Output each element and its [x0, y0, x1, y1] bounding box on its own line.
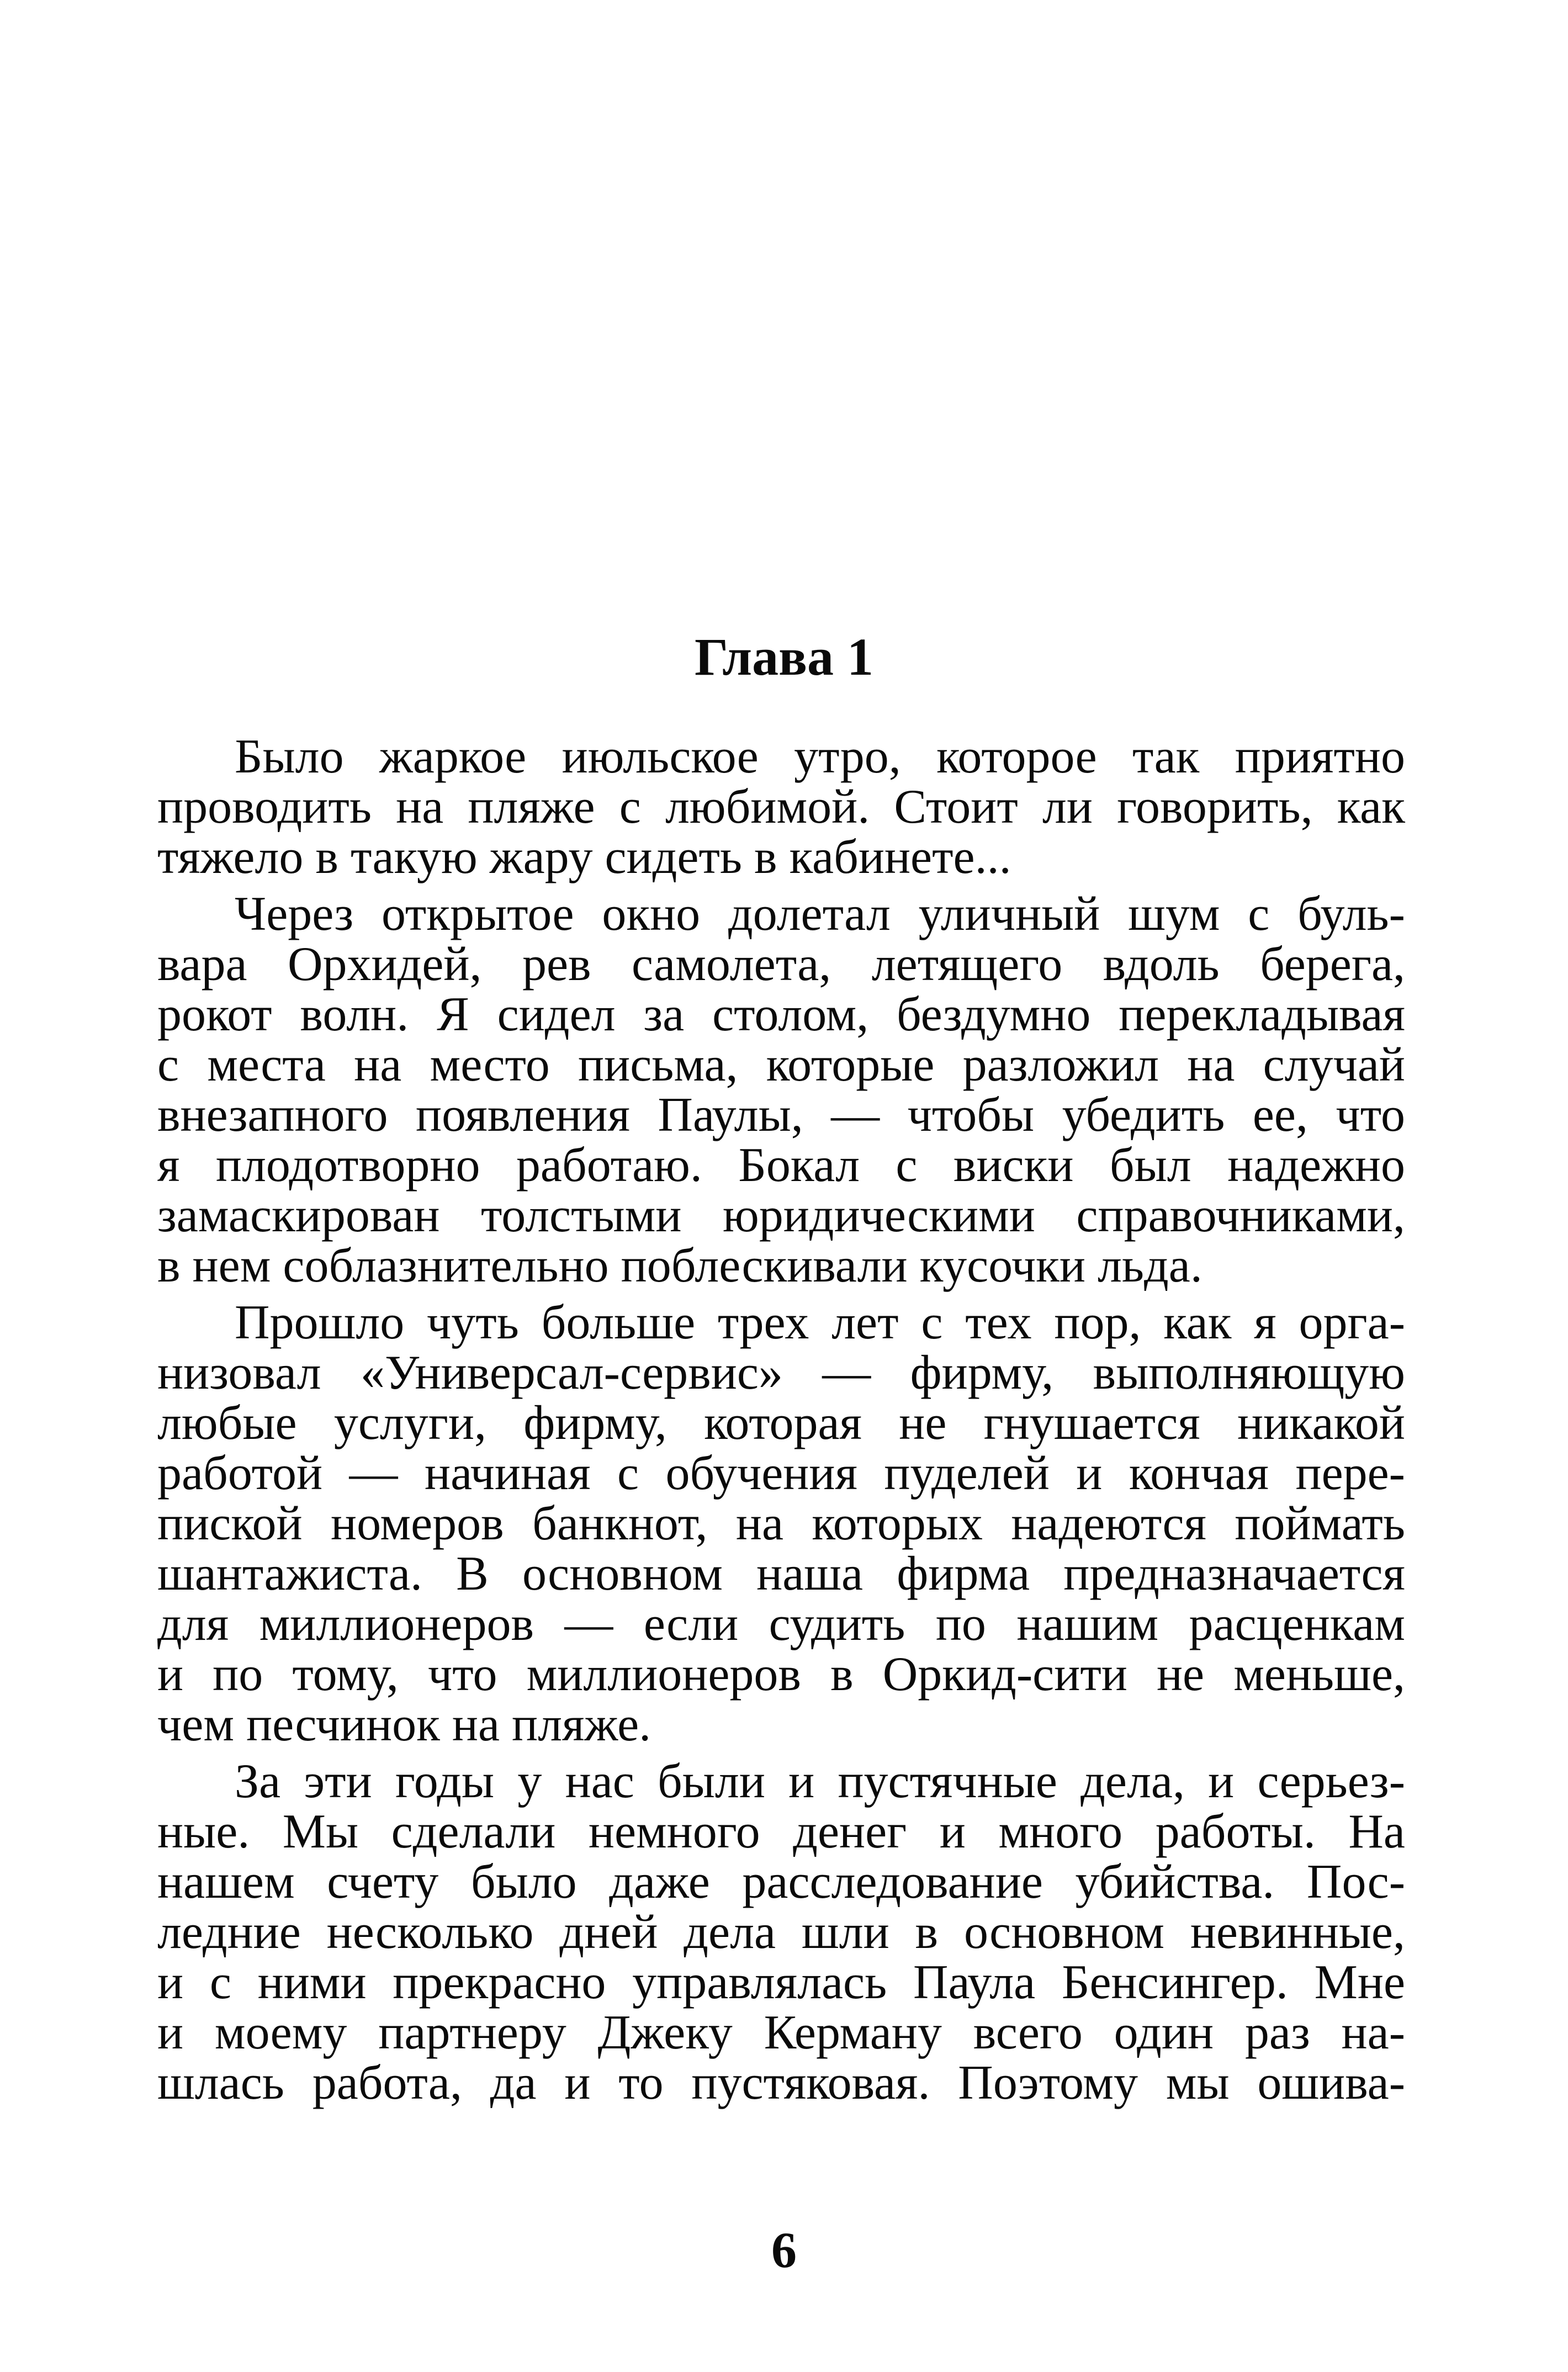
text-line: За эти годы у нас были и пустячные дела, и серьез-	[235, 1755, 1405, 1808]
text-line: ледние несколько дней дела шли в основном невинные,	[157, 1905, 1405, 1959]
text-line: любые услуги, фирму, которая не гнушается никакой	[157, 1396, 1405, 1450]
text-line: с места на место письма, которые разложил на случай	[157, 1038, 1405, 1092]
text-line: внезапного появления Паулы, — чтобы убедить ее, что	[157, 1088, 1405, 1142]
chapter-title: Глава 1	[695, 627, 873, 686]
text-line: я плодотворно работаю. Бокал с виски был надежно	[157, 1139, 1405, 1192]
text-line: чем песчинок на пляже.	[157, 1698, 651, 1751]
text-line: шлась работа, да и то пустяковая. Поэтому мы ошива-	[157, 2056, 1405, 2110]
text-line: Было жаркое июльское утро, которое так приятно	[235, 730, 1405, 783]
paragraph-4	[157, 1756, 1405, 2108]
text-line: для миллионеров — если судить по нашим расценкам	[157, 1597, 1405, 1651]
text-line: нашем счету было даже расследование убийства. Пос-	[157, 1855, 1405, 1909]
text-line: Прошло чуть больше трех лет с тех пор, как я орга-	[235, 1296, 1405, 1349]
text-line: ные. Мы сделали немного денег и много работы. На	[157, 1805, 1405, 1859]
text-line: пиской номеров банкнот, на которых надеются поймать	[157, 1497, 1405, 1550]
text-line: тяжело в такую жару сидеть в кабинете...	[157, 830, 1011, 884]
text-line: замаскирован толстыми юридическими справочниками,	[157, 1189, 1405, 1242]
body-text	[157, 732, 1405, 2108]
text-line: и по тому, что миллионеров в Оркид-сити не меньше,	[157, 1648, 1405, 1701]
text-line: в нем соблазнительно поблескивали кусочки льда.	[157, 1239, 1203, 1293]
text-line: вара Орхидей, рев самолета, летящего вдоль берега,	[157, 938, 1405, 991]
text-line: и с ними прекрасно управлялась Паула Бенсингер. Мне	[157, 1956, 1405, 2009]
paragraph-3	[157, 1298, 1405, 1750]
text-line: работой — начиная с обучения пуделей и кончая пере-	[157, 1447, 1405, 1500]
text-line: Через открытое окно долетал уличный шум с буль-	[235, 887, 1405, 941]
text-line: низовал «Универсал-сервис» — фирму, выполняющую	[157, 1346, 1405, 1400]
page-number: 6	[771, 2222, 797, 2278]
text-line: проводить на пляже с любимой. Стоит ли говорить, как	[157, 780, 1405, 834]
text-line: рокот волн. Я сидел за столом, бездумно перекладывая	[157, 988, 1405, 1041]
text-line: шантажиста. В основном наша фирма предназначается	[157, 1547, 1405, 1601]
text-line: и моему партнеру Джеку Керману всего один раз на-	[157, 2006, 1405, 2059]
paragraph-1	[157, 732, 1405, 882]
paragraph-2	[157, 889, 1405, 1291]
